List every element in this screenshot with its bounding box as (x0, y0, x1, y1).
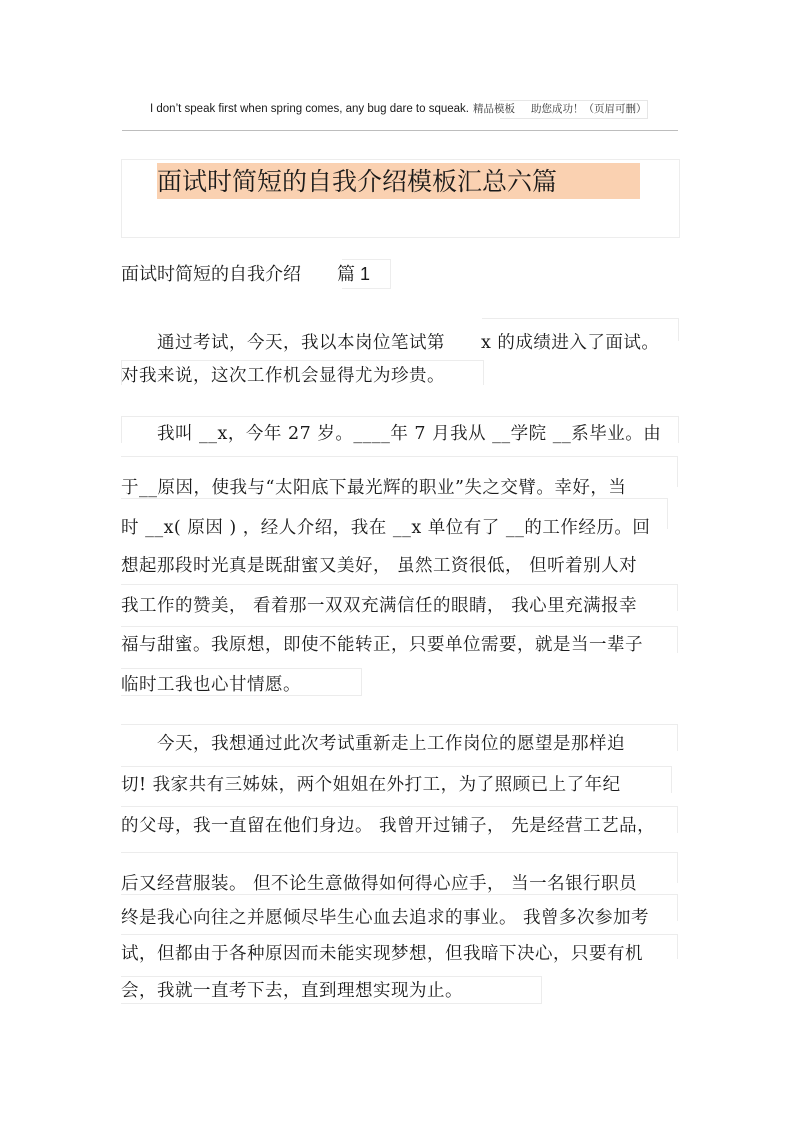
paragraph-2-line-4: 想起那段时光真是既甜蜜又美好， 虽然工资很低， 但听着别人对 (121, 556, 638, 576)
section-heading-frame (342, 259, 391, 289)
text-frame (482, 318, 679, 341)
paragraph-2-line-5: 我工作的赞美， 看着那一双双充满信任的眼睛， 我心里充满报幸 (121, 596, 638, 616)
paragraph-2-line-6: 福与甜蜜。我原想，即使不能转正，只要单位需要，就是当一辈子 (121, 635, 643, 655)
text-frame (121, 416, 679, 443)
paragraph-3-line-6: 试，但都由于各种原因而未能实现梦想，但我暗下决心，只要有机 (121, 944, 643, 964)
text-frame (121, 360, 484, 385)
paragraph-2-line-1: 我叫 __x，今年 27 岁。____年 7 月我从 __学院 __系毕业。由 (121, 424, 662, 444)
text-frame (121, 626, 678, 653)
section-number: 1 (360, 264, 371, 284)
text-frame (121, 668, 362, 696)
paragraph-3-line-4: 后又经营服装。 但不论生意做得如何得心应手， 当一名银行职员 (121, 874, 638, 894)
paragraph-2-line-2: 于__原因，使我与“太阳底下最光辉的职业”失之交臂。幸好，当 (121, 478, 627, 498)
header-divider (122, 130, 678, 131)
text-frame (121, 498, 668, 529)
paragraph-2-line-7: 临时工我也心甘情愿。 (121, 675, 301, 695)
text-frame (121, 976, 542, 1004)
text-frame (121, 806, 678, 833)
section-heading (121, 260, 370, 286)
paragraph-1-line-2: 对我来说，这次工作机会显得尤为珍贵。 (121, 366, 445, 386)
paragraph-3-line-2: 切! 我家共有三姊妹，两个姐姐在外打工，为了照顾已上了年纪 (121, 775, 621, 795)
text-frame (121, 894, 678, 921)
header-english-text: I don’t speak first when spring comes, any bug dare to squeak. (150, 103, 469, 115)
document-title: 面试时简短的自我介绍模板汇总六篇 (157, 163, 640, 199)
paragraph-2-line-3: 时 __x( 原因 ) ，经人介绍，我在 __x 单位有了 __的工作经历。回 (121, 518, 651, 538)
header-tag: 精品模板 (473, 103, 515, 115)
paragraph-3-line-3: 的父母，我一直留在他们身边。 我曾开过铺子， 先是经营工艺品， (121, 816, 656, 836)
text-frame (121, 852, 678, 883)
section-heading-text: 面试时简短的自我介绍 篇 (121, 264, 355, 285)
paragraph-3-line-1: 今天，我想通过此次考试重新走上工作岗位的愿望是那样迫 (121, 734, 625, 754)
text-frame (121, 456, 678, 487)
paragraph-1-line-1: 通过考试，今天，我以本岗位笔试第 x 的成绩进入了面试。 (121, 333, 660, 353)
text-frame (121, 934, 678, 959)
paragraph-3-line-7: 会，我就一直考下去，直到理想实现为止。 (121, 981, 463, 1001)
header-note: 助您成功！（页眉可删） (531, 103, 647, 115)
text-frame (121, 724, 678, 751)
text-frame (121, 584, 678, 611)
paragraph-3-line-5: 终是我心向往之并愿倾尽毕生心血去追求的事业。 我曾多次参加考 (121, 908, 650, 928)
header-frame (500, 100, 648, 119)
text-frame (121, 766, 672, 793)
